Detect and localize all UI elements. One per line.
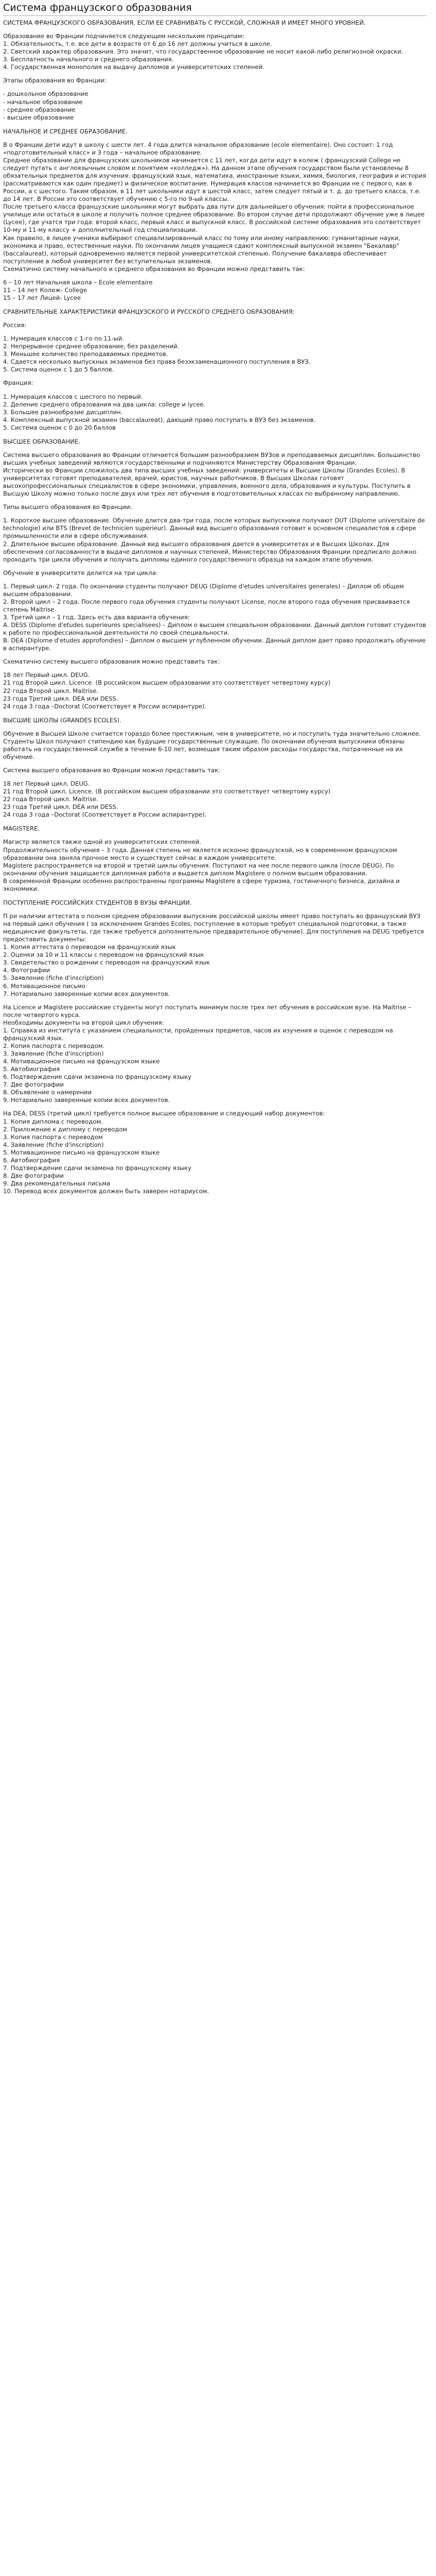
paragraph: Образование во Франции подчиняется следующим нескольким принципам: 1. Обязательность, т.е. все дети в возрасте от 6 до 16 лет должны учиться в школе. 2. Светский характер образования. Это значит, что государственное образование не носит какой-либо религиозной окраски. 3. Бесплатность начального и среднего образования. 4. Государственная монополия на выдачу дипломов и университетских степеней. xyxy=(3,32,404,71)
text-list: 1. Нумерация классов с 1-го по 11-ый. 2. Непрерывное среднее образование, без разделений. 3. Меньшее количество преподаваемых предметов. 4. Сдается несколько выпускных экзаменов без права безэкзаменационного поступления в ВУЗ. 5. Система оценок с 1 до 5 баллов. xyxy=(3,335,311,374)
text-list: 18 лет Первый цикл. DEUG. 21 год Второй цикл. Licence. (В российском высшем образовании это соответствует четвертому курсу) 22 года Второй цикл. Maitrise. 23 года Третий цикл. DEA или DESS. 24 года 3 года –Doctorat (Соответствует в России аспирантуре). xyxy=(3,671,331,710)
article xyxy=(0,0,430,1206)
section-0 xyxy=(3,19,427,122)
section-4 xyxy=(3,717,427,819)
paragraph: Система высшего образования во Франции отличается большим разнообразием ВУЗов и преподаваемых дисциплин. Большинство высших учебных заведений являются государственными и подчиняются Министерству Образования Франции. Исторически во Франции сложилось два типа высших учебных заведений: университеты и Высшие Школы (Grandes Ecoles). В университетах готовят преподавателей, врачей, юристов, научных работников. В Высших Школах готовят высокопрофессиональных специалистов в сфере экономики, управления, военного дела, образования и культуры. Поступить в Высшую Школу можно только после двух или трех лет обучения в подготовительных классах по выбранному направлению. xyxy=(3,451,420,498)
text-list: 1. Первый цикл- 2 года. По окончании студенты получают DEUG (Diplome d'etudes universitaires generales) – Диплом об общем высшем образовании. 2. Второй цикл – 2 года. После первого года обучения студенты получают License, после второго года обучения присваивается степень Maitrise. 3. Третий цикл – 1 год. Здесь есть два варианта обучения: A. DESS (Diplome d'etudes superieures specialisees) – Диплом о высшем специальном образовании. Данный диплом готовит студентов к работе по профессиональной деятельности по своей специальности. B. DEA (Diplome d'etudes approfondies) – Диплом о высшем углубленном обучении. Данный диплом дает право продолжать обучение в аспирантуре. xyxy=(3,582,426,652)
section-5 xyxy=(3,825,427,893)
text-list: 1. Нумерация классов с шестого по первый. 2. Деление среднего образования на два цикла: college и lycee. 3. Большее разнообразие дисциплин. 4. Комплексный выпускной экзамен (baccalaureat), дающий право поступать в ВУЗ без экзаменов. 5. Система оценок с 0 до 20 баллов xyxy=(3,393,316,431)
paragraph: П ри наличии аттестата о полном среднем образовании выпускник российской школы имеет право поступать во французский ВУЗ на первый цикл обучения ( за исключением Grandes Ecoles, поступление в которые требует специальной подготовки, а также медицинские факультеты, где также требуется дополнительное предварительное обучение). Для поступления на DEUG требуется предоставить документы: 1. Копия аттестата о переводом на французский язык 2. Оценки за 10 и 11 классы с переводом на французский язык 3. Свидетельство о рождении с переводом на французский язык 4. Фотографии 5. Заявление (fiche d'inscription) 6. Мотивационное письмо 7. Нотариально заверенные копии всех документов. xyxy=(3,912,424,997)
section-heading: НАЧАЛЬНОЕ И СРЕДНЕЕ ОБРАЗОВАНИЕ. xyxy=(3,127,128,135)
paragraph: На Licence и Magistere российские студенты могут поступать минимум после трех лет обучения в российском вузе. На Maitrise – после четвертого курса. Необходимы документы на второй цикл обучения: 1. Справка из института с указанием специальности, пройденных предметов, часов их изучения и оценок с переводом на французский язык. 2. Копия паспорта с переводом. 3. Заявление (fiche d'inscription) 4. Мотивационное письмо на французском языке 5. Автобиография 6. Подтверждение сдачи экзамена по французскому языку 7. Две фотографии 8. Объявление о намерении 9. Нотариально заверенные копии всех документов. xyxy=(3,1003,411,1104)
page-title: Система французского образования xyxy=(3,2,427,16)
text-list: 6 – 10 лет Начальная школа – Ecole elementaire 11 – 14 лет Колеж- College 15 – 17 лет Лицей- Lycee xyxy=(3,278,153,301)
paragraph: Типы высшего образования во Франции: xyxy=(3,503,132,511)
section-1 xyxy=(3,128,427,302)
text-list: - дошкольное образование - начальное образование - среднее образование - высшее образование xyxy=(3,90,89,121)
paragraph: Франция: xyxy=(3,379,33,387)
paragraph: В о Франции дети идут в школу с шести лет. 4 года длится начальное образование (ecole elementaire). Оно состоит: 1 год «подготовительный класс» и 3 года – начальное образование. Среднее образование для французских школьников начинается с 11 лет, когда дети идут в колеж ( французский College не следует путать с англоязычным словом и понятием «колледж»). На данном этапе обучения государством были установлены 8 обязательных предметов для изучения: французский язык, математика, иностранные языки, химия, биология, география и история (рассматриваются как один предмет) и физическое воспитание. Нумерация классов начинается во Франции не с первого, как в России, а с шестого. Таким образом, в 11 лет школьники идут в шестой класс, затем следует пятый и т. д. до третьего класса, т.е. до 14 лет. В России это соответствует обучению с 5-го по 9-ый классы. После третьего класса французские школьники могут выбрать два пути для дальнейшего обучения: пойти в профессиональное училище или остаться в школе и получить полное среднее образование. Во втором случае дети продолжают обучение уже в лицее (Lycee), где учатся три года: второй класс, первый класс и выпускной класс. В российской системе образования это соответствует 10-му и 11-му классу + дополнительный год специализации. Как правило, в лицее ученики выбирают специализированный класс по тому или иному направлению: гуманитарные науки, экономика и право, естественные науки. По окончании лицея учащиеся сдают комплексный выпускной экзамен "Бакалавр" (baccalaureat), который одновременно является первой университетской степенью. Получение бакалавра обеспечивает поступление в любой университет без вступительных экзаменов. Схематично систему начального и среднего образования во Франции можно представить так: xyxy=(3,141,426,273)
paragraph: На DEA, DESS (третий цикл) требуется полное высшее образование и следующий набор документов: 1. Копия диплома с переводом. 2. Приложение к диплому с переводом 3. Копия паспорта с переводом 4. Заявление (fiche d'inscription) 5. Мотивационное письмо на французском языке 6. Автобиография 7. Подтверждение сдачи экзамена по французскому языку 8. Две фотографии 9. Два рекомендательных письма 10. Перевод всех документов должен быть заверен нотариусом. xyxy=(3,1110,325,1195)
section-heading: СРАВНИТЕЛЬНЫЕ ХАРАКТЕРИСТИКИ ФРАНЦУЗСКОГО И РУССКОГО СРЕДНЕГО ОБРАЗОВАНИЯ: xyxy=(3,308,295,315)
section-heading: ВЫСШИЕ ШКОЛЫ (GRANDES ECOLES). xyxy=(3,716,121,724)
section-heading: ПОСТУПЛЕНИЕ РОССИЙСКИХ СТУДЕНТОВ В ВУЗЫ ФРАНЦИИ. xyxy=(3,899,192,906)
text-list: 18 лет Первый цикл. DEUG. 21 год Второй цикл. Licence. (В российском высшем образовании это соответствует четвертому курсу) 22 года Второй цикл. Maitrise. 23 года Третий цикл. DEA или DESS. 24 года 3 года –Doctorat (Соответствует в России аспирантуре). xyxy=(3,780,331,819)
paragraph: Обучение в университете делится на три цикла: xyxy=(3,569,158,577)
section-2 xyxy=(3,308,427,432)
paragraph: Магистр является также одной из университетских степеней. Продолжительность обучения – 3 года. Данная степень не является исконно французской, но в современном французском образовании она заняла прочное место и существует сейчас в каждом университете. Magistere распространяется на второй и третий циклы обучения. Поступают на нее после первого цикла (после DEUG). По окончании обучения защищается дипломная работа и выдается диплом Magistere о полном высшем образовании. В современной Франции особенно распространены программы Magistere в сфере туризма, гостиничного бизнеса, дизайна и экономики. xyxy=(3,838,400,892)
paragraph: Этапы образования во Франции: xyxy=(3,77,107,84)
text-list: 1. Короткое высшее образование. Обучение длится два-три года, после которых выпускники получают DUT (Diplome universitaire de technologie) или BTS (Brevet de technicien superieur). Данный вид высшего образования готовит к основном специалистов в сфере промышленности или в сфере обслуживания. 2. Длительное высшее образование. Данный вид высшего образования дается в университетах и в Высших Школах. Для обеспечения согласованности в выдаче дипломов и научных степеней, Министерство Образования Франции предписало должно проходить три цикла обучения и получать дипломы единого государственного образца на каждом этапе обучения. xyxy=(3,517,425,563)
section-6 xyxy=(3,899,427,1195)
paragraph: Схематично систему высшего образования можно представить так: xyxy=(3,658,220,666)
paragraph: Система высшего образования во Франции можно представить так: xyxy=(3,767,220,774)
section-3 xyxy=(3,438,427,710)
paragraph: СИСТЕМА ФРАНЦУЗСКОГО ОБРАЗОВАНИЯ, ЕСЛИ ЕЕ СРАВНИВАТЬ С РУССКОЙ, СЛОЖНАЯ И ИМЕЕТ МНОГО УРОВНЕЙ. xyxy=(3,19,366,26)
section-heading: MAGISTERE. xyxy=(3,825,40,833)
section-heading: ВЫСШЕЕ ОБРАЗОВАНИЕ. xyxy=(3,437,80,445)
paragraph: Обучение в Высшей Школе считается гораздо более престижным, чем в университете, но и поступить туда значительно сложнее. Студенты Школ получают стипендию как будущие государственные служащие. По окончании обучения выпускники обязаны работать на государственной службе в течение 6-10 лет, возмещая таким образом расходы государства, потраченные на их обучение. xyxy=(3,730,421,760)
paragraph: Россия: xyxy=(3,321,27,329)
article-body xyxy=(3,19,427,1195)
